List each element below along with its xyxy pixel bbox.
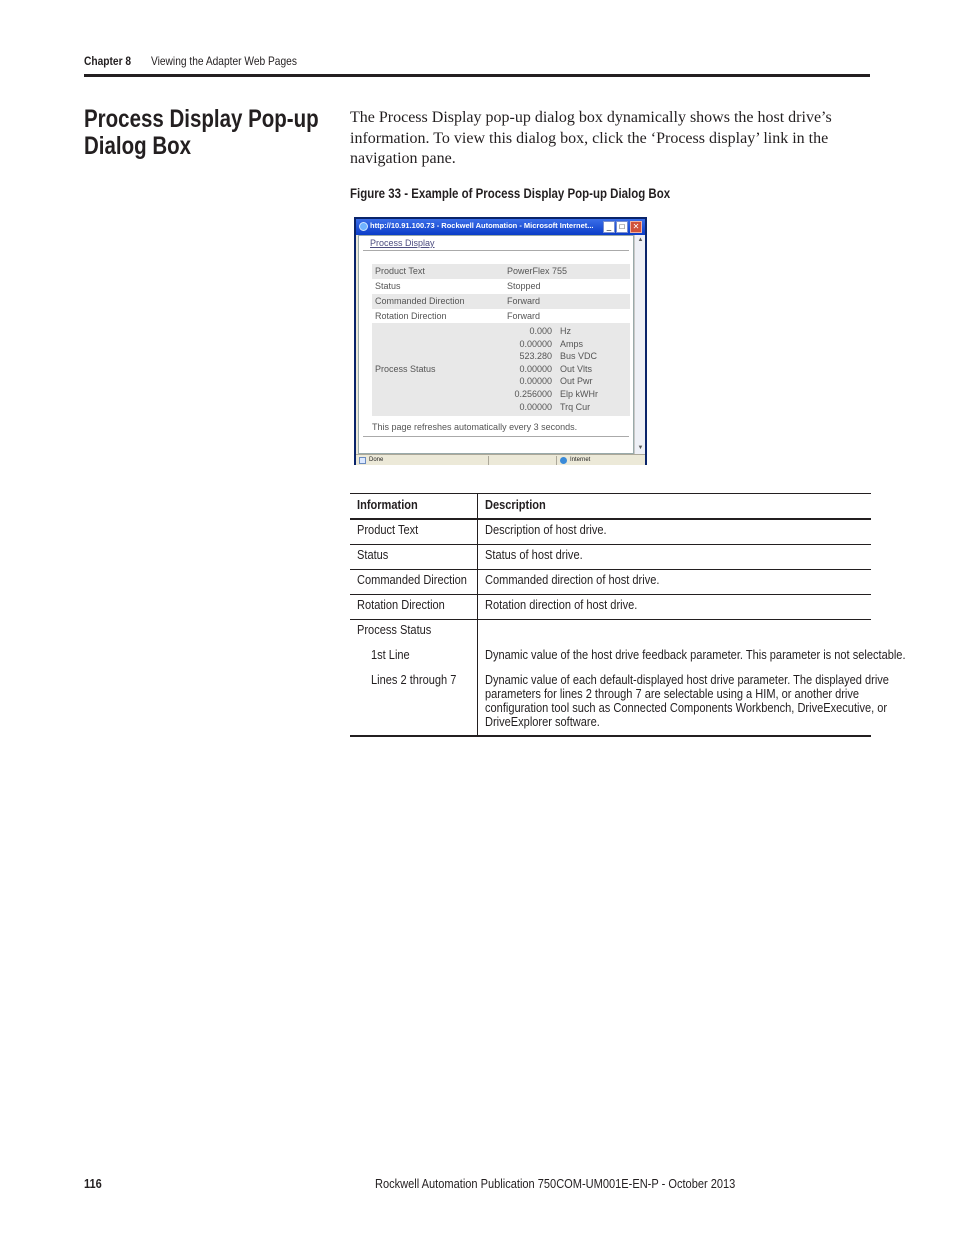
- chapter-subtitle: Viewing the Adapter Web Pages: [151, 54, 297, 68]
- publication-info: Rockwell Automation Publication 750COM-UM001E-EN-P - October 2013: [375, 1176, 736, 1191]
- ie-icon: [359, 222, 368, 231]
- table-cell-desc: Description of host drive.: [485, 522, 607, 537]
- popup-title: http://10.91.100.73 - Rockwell Automation - Microsoft Internet...: [370, 221, 594, 230]
- statusbar-divider: [488, 456, 489, 465]
- table-cell-info: Rotation Direction: [357, 597, 445, 612]
- chapter-label: Chapter 8: [84, 54, 132, 68]
- status-value: 0.00000: [519, 376, 552, 387]
- table-column-rule: [477, 494, 478, 736]
- status-line: [372, 402, 630, 415]
- table-row-rule: [350, 569, 871, 570]
- popup-content: [358, 235, 634, 454]
- section-title-line2: Dialog Box: [84, 132, 192, 160]
- status-value: 0.000: [529, 326, 552, 336]
- process-status-block: [372, 323, 630, 416]
- page-number: 116: [84, 1176, 102, 1191]
- page-icon: [359, 457, 366, 464]
- row-status: [372, 279, 630, 294]
- status-value: 0.256000: [514, 389, 552, 399]
- header-rule: [84, 74, 870, 77]
- status-value: 523.280: [519, 351, 552, 362]
- table-row-rule: [350, 544, 871, 545]
- status-unit: Amps: [560, 338, 584, 349]
- status-line: [372, 351, 630, 364]
- scroll-down-icon[interactable]: ▼: [637, 445, 644, 451]
- row-value: Stopped: [507, 281, 541, 291]
- table-row-rule: [350, 594, 871, 595]
- table-subcell-info: Lines 2 through 7: [371, 672, 457, 687]
- link-divider: [363, 250, 629, 251]
- row-key: Rotation Direction: [375, 311, 447, 321]
- intro-paragraph: The Process Display pop-up dialog box dynamically shows the host drive’s information. To view this dialog box, click the ‘Process display’ link in the navigation pane.: [350, 109, 832, 167]
- table-header-information: Information: [357, 497, 418, 512]
- table-cell-info: Product Text: [357, 522, 419, 537]
- row-commanded-direction: [372, 294, 630, 309]
- minimize-button[interactable]: _: [603, 221, 615, 233]
- refresh-note: This page refreshes automatically every 3 seconds.: [372, 422, 578, 432]
- close-button[interactable]: ✕: [630, 221, 642, 233]
- table-cell-info: Status: [357, 547, 389, 562]
- table-cell-desc: Rotation direction of host drive.: [485, 597, 638, 612]
- row-key: Status: [375, 281, 401, 291]
- table-subcell-info: 1st Line: [371, 647, 410, 662]
- section-title-line1: Process Display Pop-up: [84, 105, 319, 133]
- table-cell-desc: Status of host drive.: [485, 547, 583, 562]
- table-cell-info: Process Status: [357, 622, 432, 637]
- status-line: [372, 364, 630, 377]
- status-line: [372, 389, 630, 402]
- popup-statusbar: [356, 454, 645, 465]
- table-bottom-rule: [350, 735, 871, 737]
- status-unit: Out Vlts: [560, 363, 593, 374]
- page-header: [84, 54, 297, 68]
- process-status-label: Process Status: [375, 364, 436, 374]
- status-unit: Bus VDC: [560, 351, 598, 362]
- status-value: 0.00000: [519, 338, 552, 349]
- status-line: [372, 376, 630, 389]
- status-value: 0.00000: [519, 363, 552, 374]
- status-unit: Trq Cur: [560, 401, 591, 412]
- section-title: [84, 106, 324, 160]
- table-cell-desc: Commanded direction of host drive.: [485, 572, 660, 587]
- row-value: Forward: [507, 296, 541, 306]
- table-header-description: Description: [485, 497, 546, 512]
- status-zone: Internet: [570, 457, 591, 463]
- scroll-up-icon[interactable]: ▲: [637, 237, 644, 243]
- row-product-text: [372, 264, 630, 279]
- figure-caption: Figure 33 - Example of Process Display Pop-up Dialog Box: [350, 186, 671, 201]
- table-subcell-desc: Dynamic value of the host drive feedback parameter. This parameter is not selectable.: [485, 647, 906, 662]
- status-unit: Elp kWHr: [560, 389, 598, 399]
- status-line: [372, 339, 630, 352]
- popup-scrollbar[interactable]: [634, 235, 645, 454]
- table-subcell-desc: Dynamic value of each default-displayed host drive parameter. The displayed drive parameters for lines 2 through 7 are selectable using a HIM, or another drive configuration tool such as Connected Components Workbench, DriveExecutive, or DriveExplorer software.: [485, 672, 889, 729]
- table-cell-info: Commanded Direction: [357, 572, 467, 587]
- status-unit: Out Pwr: [560, 376, 593, 387]
- process-display-popup: [354, 217, 647, 465]
- row-value: PowerFlex 755: [507, 266, 568, 276]
- status-unit: Hz: [560, 326, 571, 336]
- statusbar-divider: [556, 456, 557, 465]
- table-top-rule: [350, 493, 871, 494]
- row-key: Commanded Direction: [375, 296, 465, 306]
- refresh-divider: [363, 436, 629, 437]
- row-value: Forward: [507, 311, 541, 321]
- maximize-button[interactable]: □: [616, 221, 628, 233]
- globe-icon: [560, 457, 567, 464]
- table-header-rule: [350, 518, 871, 520]
- row-rotation-direction: [372, 309, 630, 324]
- row-key: Product Text: [375, 266, 425, 276]
- status-value: 0.00000: [519, 401, 552, 412]
- status-line: [372, 326, 630, 339]
- popup-titlebar: [356, 219, 645, 235]
- process-display-link[interactable]: Process Display: [370, 238, 435, 248]
- status-done: Done: [369, 457, 384, 463]
- table-row-rule: [350, 619, 871, 620]
